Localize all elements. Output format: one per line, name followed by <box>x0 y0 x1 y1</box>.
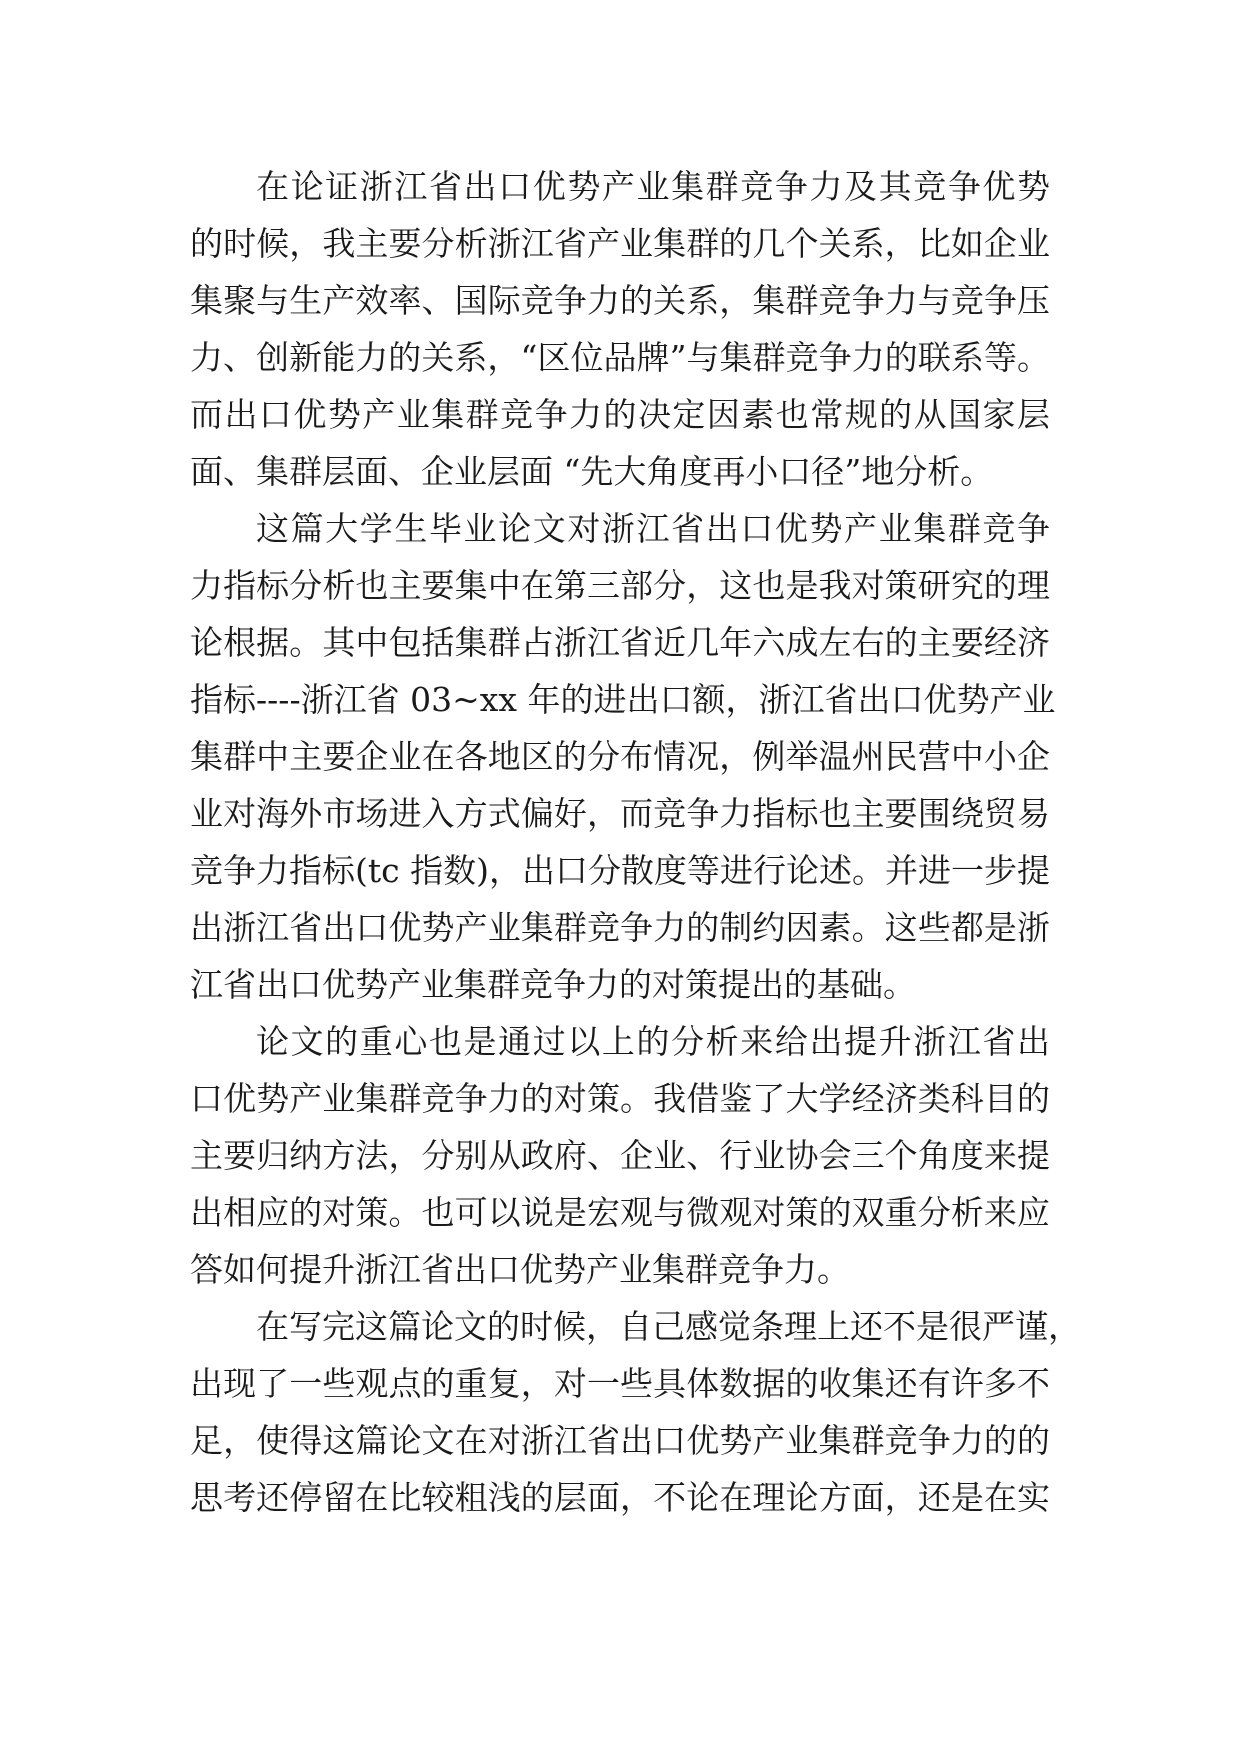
text-line: 口优势产业集群竞争力的对策。我借鉴了大学经济类科目的 <box>190 1079 1050 1118</box>
text-line: 主要归纳方法，分别从政府、企业、行业协会三个角度来提 <box>190 1136 1050 1175</box>
text-line: 而出口优势产业集群竞争力的决定因素也常规的从国家层 <box>190 395 1050 434</box>
text-line: 力、创新能力的关系，“区位品牌”与集群竞争力的联系等。 <box>190 338 1050 377</box>
text-line: 指标----浙江省 03~xx 年的进出口额，浙江省出口优势产业 <box>190 680 1056 719</box>
paragraph-3 <box>190 1013 1050 1298</box>
text-line: 答如何提升浙江省出口优势产业集群竞争力。 <box>190 1250 850 1289</box>
text-line: 论文的重心也是通过以上的分析来给出提升浙江省出 <box>256 1022 1050 1061</box>
text-line: 在论证浙江省出口优势产业集群竞争力及其竞争优势 <box>256 167 1050 206</box>
text-line: 这篇大学生毕业论文对浙江省出口优势产业集群竞争 <box>256 509 1050 548</box>
text-line: 出相应的对策。也可以说是宏观与微观对策的双重分析来应 <box>190 1193 1050 1232</box>
text-line: 出浙江省出口优势产业集群竞争力的制约因素。这些都是浙 <box>190 908 1050 947</box>
paragraph-1 <box>190 158 1050 500</box>
text-line: 竞争力指标(tc 指数)，出口分散度等进行论述。并进一步提 <box>190 851 1050 890</box>
text-line: 业对海外市场进入方式偏好，而竞争力指标也主要围绕贸易 <box>190 794 1050 833</box>
body-text <box>190 158 1081 1526</box>
text-line: 江省出口优势产业集群竞争力的对策提出的基础。 <box>190 965 916 1004</box>
text-line: 力指标分析也主要集中在第三部分，这也是我对策研究的理 <box>190 566 1050 605</box>
paragraph-4 <box>190 1298 1081 1526</box>
text-line: 足，使得这篇论文在对浙江省出口优势产业集群竞争力的的 <box>190 1421 1050 1460</box>
text-line: 集群中主要企业在各地区的分布情况，例举温州民营中小企 <box>190 737 1050 776</box>
text-line: 论根据。其中包括集群占浙江省近几年六成左右的主要经济 <box>190 623 1050 662</box>
text-line: 集聚与生产效率、国际竞争力的关系，集群竞争力与竞争压 <box>190 281 1050 320</box>
paragraph-2 <box>190 500 1056 1013</box>
text-line: 的时候，我主要分析浙江省产业集群的几个关系，比如企业 <box>190 224 1050 263</box>
text-line: 出现了一些观点的重复，对一些具体数据的收集还有许多不 <box>190 1364 1050 1403</box>
text-line: 面、集群层面、企业层面 “先大角度再小口径”地分析。 <box>190 452 994 491</box>
text-line: 在写完这篇论文的时候，自己感觉条理上还不是很严谨， <box>256 1307 1081 1346</box>
text-line: 思考还停留在比较粗浅的层面，不论在理论方面，还是在实 <box>190 1478 1050 1517</box>
